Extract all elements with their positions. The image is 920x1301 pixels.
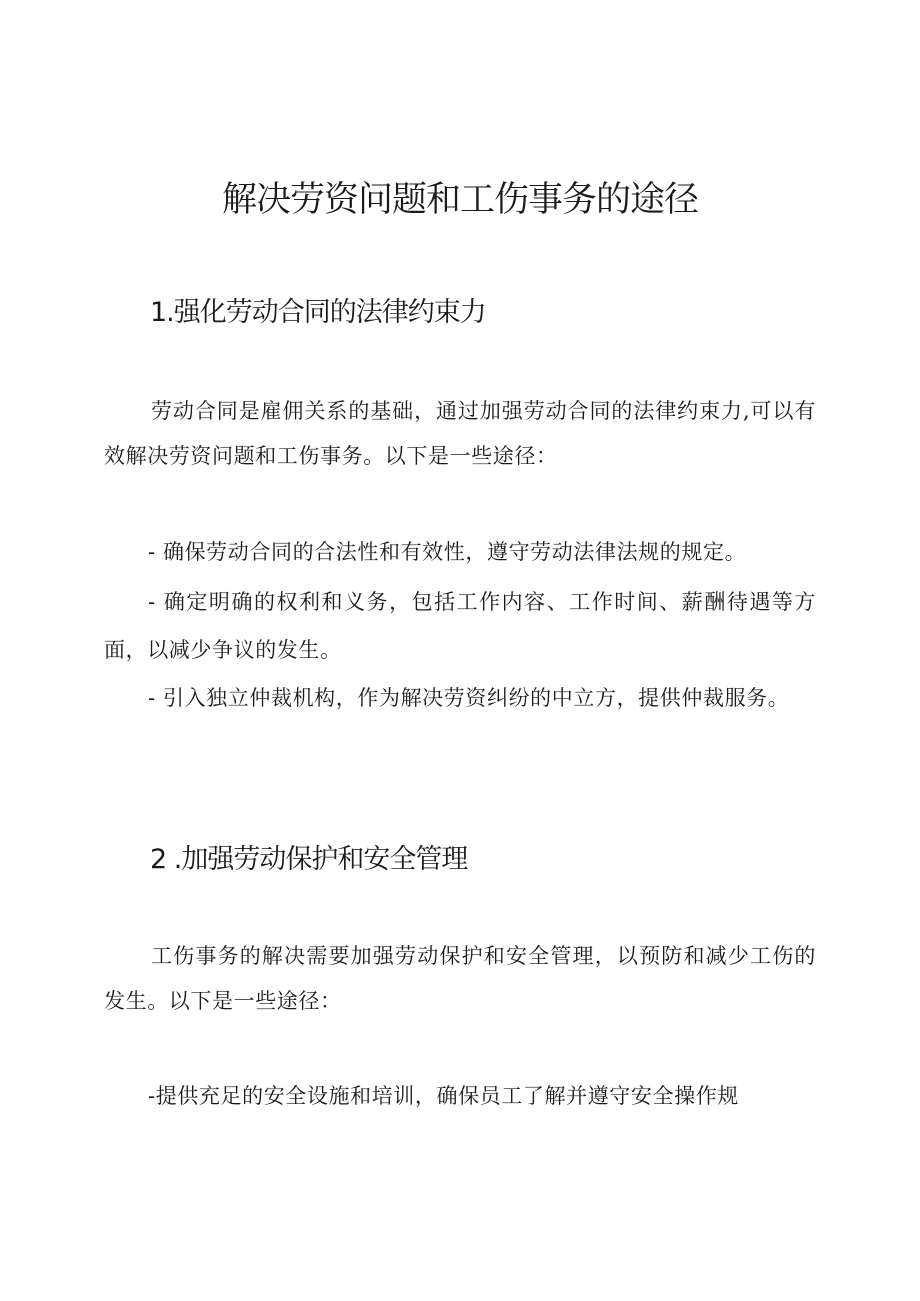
section-1-heading: 1.强化劳动合同的法律约束力 <box>150 297 486 328</box>
section-1-bullet-2: - 确定明确的权利和义务，包括工作内容、工作时间、薪酬待遇等方面，以减少争议的发生。 <box>104 590 816 662</box>
section-2-heading: 2 .加强劳动保护和安全管理 <box>150 844 468 875</box>
section-2-intro: 工伤事务的解决需要加强劳动保护和安全管理，以预防和减少工伤的发生。以下是一些途径： <box>104 944 816 1013</box>
section-1-intro: 劳动合同是雇佣关系的基础，通过加强劳动合同的法律约束力,可以有效解决劳资问题和工伤事务。以下是一些途径： <box>104 399 816 468</box>
section-1-bullet-1: - 确保劳动合同的合法性和有效性，遵守劳动法律法规的规定。 <box>148 540 747 564</box>
document-title: 解决劳资问题和工伤事务的途径 <box>221 180 698 220</box>
section-1-bullet-3: - 引入独立仲裁机构，作为解决劳资纠纷的中立方，提供仲裁服务。 <box>148 686 790 710</box>
section-2-bullet-1: -提供充足的安全设施和培训，确保员工了解并遵守安全操作规 <box>148 1084 739 1108</box>
